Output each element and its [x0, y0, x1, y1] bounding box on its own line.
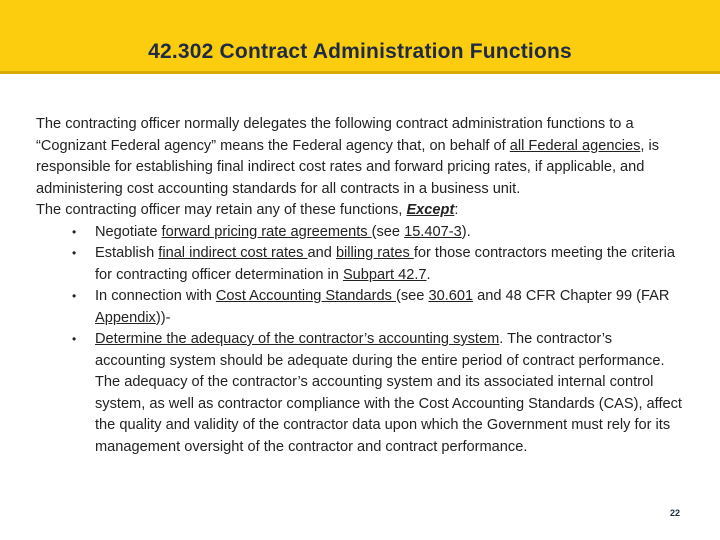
- item-text: (see: [396, 288, 429, 304]
- item-text: and: [307, 245, 336, 261]
- appendix-link[interactable]: Appendix: [95, 309, 156, 326]
- retain-text-1: The contracting officer may retain any of these functions,: [36, 202, 407, 218]
- item-text: . The contractor’s accounting system should be adequate during the entire period of contract performance. The adequacy of the contractor’s accounting system and its associated internal control system, as well as contractor compliance with the Cost Accounting Standards (CAS), affect the quality and validity of the contractor data upon which the Government must rely for its management oversight of the contractor and contract performance.: [95, 331, 682, 455]
- item-text: for those contractors meeting the criteria for contracting officer determination in: [95, 245, 675, 283]
- page-number: 22: [670, 508, 681, 518]
- item-text: and 48 CFR Chapter 99 (FAR: [473, 288, 670, 304]
- list-item: [36, 222, 686, 244]
- bullet-icon: •: [72, 224, 77, 239]
- title-bar: [0, 0, 720, 74]
- item-text: In connection with: [95, 288, 216, 304]
- item-text: ))-: [155, 309, 171, 326]
- item-text: Negotiate: [95, 223, 162, 240]
- forward-pricing-rate-agreements-link[interactable]: forward pricing rate agreements: [161, 223, 372, 240]
- slide-body: [36, 114, 686, 458]
- item-text: Establish: [95, 245, 159, 261]
- cost-accounting-standards-link[interactable]: Cost Accounting Standards: [215, 288, 396, 304]
- ref-30-601-link[interactable]: 30.601: [428, 288, 474, 304]
- subpart-42-7-link[interactable]: Subpart 42.7: [342, 266, 427, 283]
- intro-text-1: The contracting officer normally delegates the following contract administration functions to a “Cognizant Federal agency” means the Federal agency that, on behalf of: [36, 116, 634, 154]
- list-item: [36, 243, 686, 286]
- item-text: .: [426, 266, 431, 283]
- item-text: (see: [371, 223, 405, 240]
- intro-text-2: , is responsible for establishing final indirect cost rates and forward pricing rates, if applicable, and administering cost accounting standards for all contracts in a business unit.: [36, 137, 660, 197]
- retain-text-2: :: [454, 202, 459, 218]
- bullet-icon: •: [72, 289, 77, 303]
- list-item: [36, 286, 686, 329]
- intro-paragraph: [36, 114, 686, 200]
- final-indirect-cost-rates-link[interactable]: final indirect cost rates: [158, 245, 308, 261]
- list-item: [36, 329, 686, 458]
- retain-paragraph: [36, 200, 686, 222]
- billing-rates-link[interactable]: billing rates: [335, 245, 414, 261]
- item-text: ).: [461, 223, 471, 240]
- function-list: [36, 222, 686, 459]
- except-text: Except: [406, 202, 455, 218]
- slide-title: 42.302 Contract Administration Functions: [148, 40, 572, 63]
- bullet-icon: •: [72, 246, 77, 260]
- ref-15-407-3-link[interactable]: 15.407-3: [404, 223, 462, 240]
- bullet-icon: •: [72, 332, 77, 346]
- accounting-system-adequacy-link[interactable]: Determine the adequacy of the contractor’s accounting system: [95, 331, 500, 347]
- all-federal-agencies-link[interactable]: all Federal agencies: [509, 137, 641, 154]
